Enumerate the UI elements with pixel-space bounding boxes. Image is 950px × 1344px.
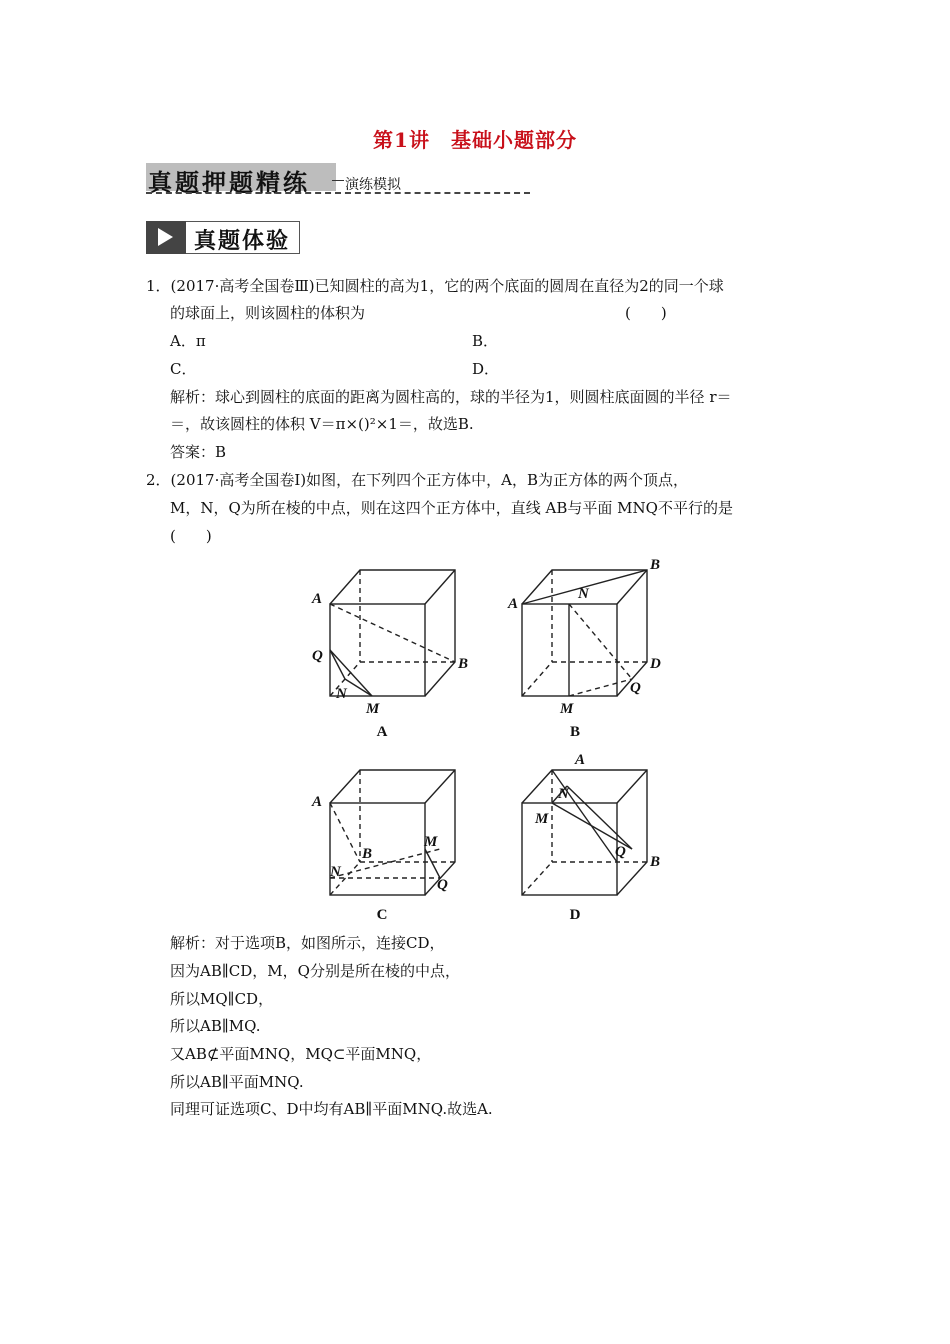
cube-a	[330, 570, 455, 696]
banner-dashed-rule	[146, 192, 530, 194]
q2-solution-line6: 所以AB∥平面MNQ.	[170, 1073, 304, 1091]
cube-d	[522, 770, 647, 895]
q2-line1: 2．(2017·高考全国卷Ⅰ)如图，在下列四个正方体中，A，B为正方体的两个顶点，	[146, 471, 688, 489]
banner-subtitle: 演练模拟	[345, 177, 401, 193]
q1-solution-line2: ＝，故该圆柱的体积 V＝π×()²×1＝，故选B.	[170, 415, 474, 433]
play-arrow-icon	[158, 228, 173, 246]
fig-c-caption: C	[376, 907, 388, 923]
q2-solution-line3: 所以MQ∥CD，	[170, 990, 274, 1008]
fig-d-label-n: N	[558, 786, 569, 802]
fig-d-label-q: Q	[615, 844, 626, 860]
q1-option-b: B．	[472, 332, 499, 350]
q1-answer: 答案：B	[170, 443, 227, 461]
fig-d-label-a: A	[575, 752, 586, 768]
fig-a-label-a: A	[312, 591, 323, 607]
fig-a-label-b: B	[458, 656, 469, 672]
fig-c-label-b: B	[362, 846, 373, 862]
fig-d-caption: D	[569, 907, 581, 923]
section-title: 真题体验	[194, 229, 291, 254]
page-title: 第1讲 基础小题部分	[373, 128, 577, 152]
q2-solution-line7: 同理可证选项C、D中均有AB∥平面MNQ.故选A.	[170, 1100, 493, 1118]
fig-a-label-q: Q	[312, 648, 323, 664]
q1-solution-line1: 解析：球心到圆柱的底面的距离为圆柱高的，球的半径为1，则圆柱底面圆的半径 r＝	[170, 388, 732, 406]
fig-c-label-a: A	[312, 794, 323, 810]
fig-c-label-m: M	[424, 834, 438, 850]
fig-b-label-d: D	[650, 656, 661, 672]
fig-b-label-q: Q	[630, 680, 641, 696]
q1-line2: 的球面上，则该圆柱的体积为	[170, 304, 366, 322]
q2-line2: M，N，Q为所在棱的中点，则在这四个正方体中，直线 AB与平面 MNQ不平行的是	[170, 499, 733, 517]
q1-option-a: A．π	[170, 332, 206, 350]
q2-solution-line5: 又AB⊄平面MNQ，MQ⊂平面MNQ，	[170, 1045, 432, 1063]
fig-a-caption: A	[376, 724, 388, 740]
banner-connector	[332, 180, 344, 181]
fig-b-caption: B	[569, 724, 581, 740]
fig-c-label-q: Q	[437, 877, 448, 893]
fig-b-label-a: A	[508, 596, 519, 612]
q2-solution-line1: 解析：对于选项B，如图所示，连接CD，	[170, 934, 445, 952]
q1-answer-paren: ( )	[625, 304, 667, 322]
banner-title: 真题押题精练	[148, 169, 310, 197]
fig-a-label-n: N	[336, 686, 347, 702]
cube-figures	[300, 550, 680, 930]
q1-line1: 1．(2017·高考全国卷Ⅲ)已知圆柱的高为1，它的两个底面的圆周在直径为2的同一个球	[146, 277, 724, 295]
q2-solution-line2: 因为AB∥CD，M，Q分别是所在棱的中点，	[170, 962, 460, 980]
fig-c-label-n: N	[330, 864, 341, 880]
fig-b-label-b: B	[650, 557, 661, 573]
q2-solution-line4: 所以AB∥MQ.	[170, 1017, 261, 1035]
fig-b-label-m: M	[560, 701, 574, 717]
fig-b-label-n: N	[578, 586, 589, 602]
fig-d-label-m: M	[535, 811, 549, 827]
fig-a-label-m: M	[366, 701, 380, 717]
q2-answer-paren: ( )	[170, 527, 212, 545]
fig-d-label-b: B	[650, 854, 661, 870]
q1-option-d: D．	[472, 360, 500, 378]
q1-option-c: C．	[170, 360, 197, 378]
